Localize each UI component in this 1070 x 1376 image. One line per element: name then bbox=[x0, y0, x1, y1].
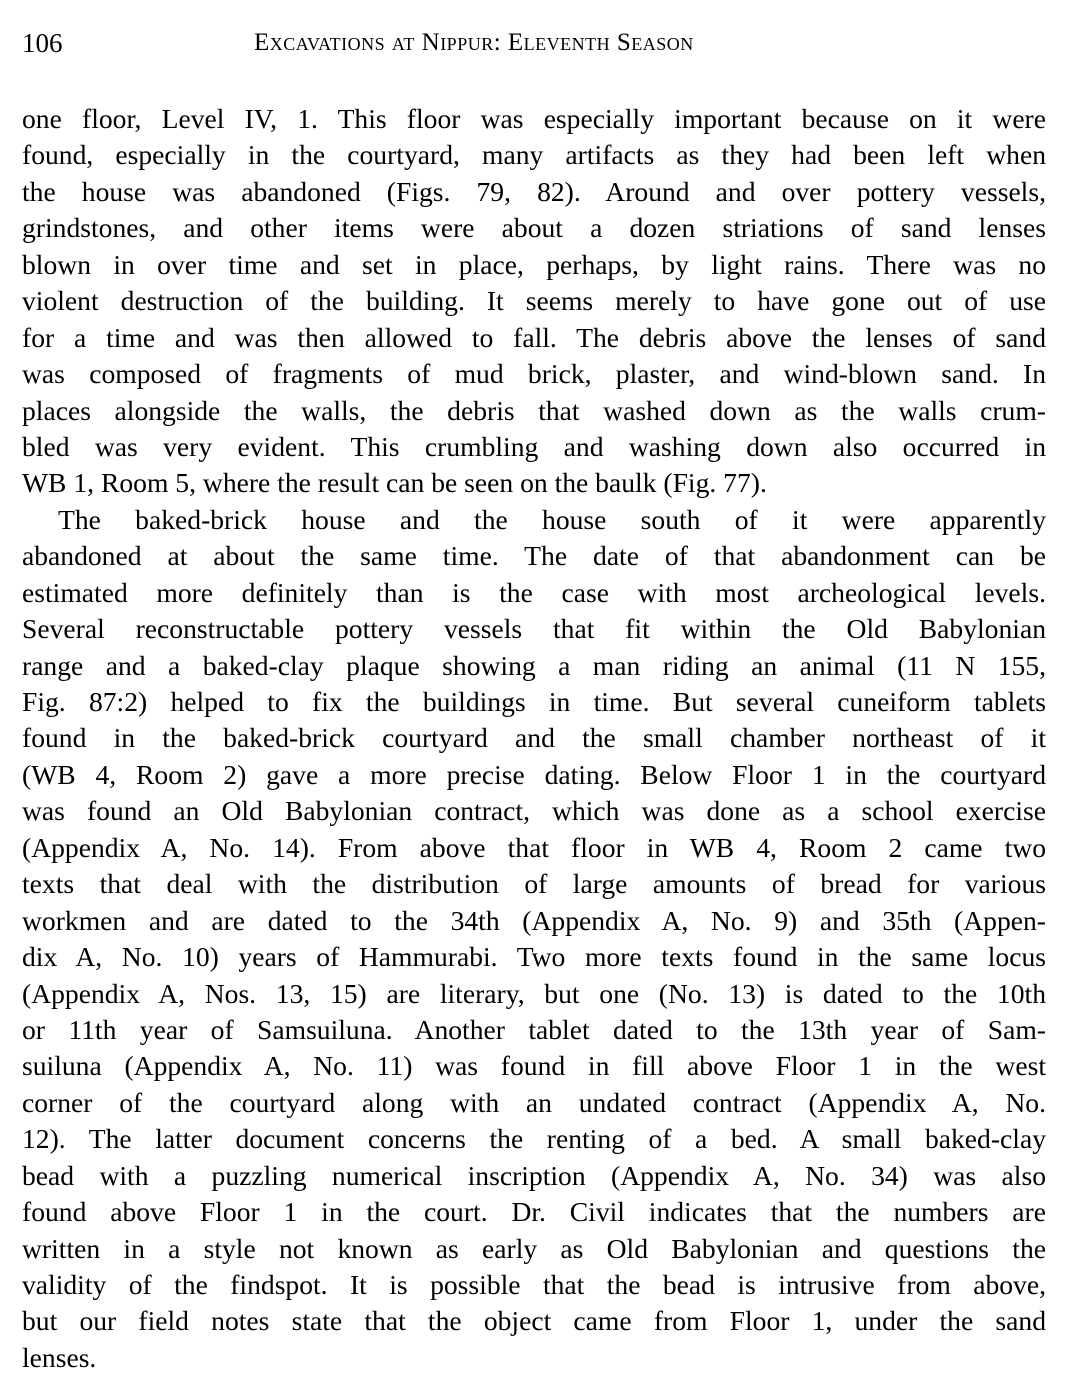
paragraph-1 bbox=[22, 101, 1046, 502]
body-text bbox=[22, 101, 1046, 1376]
text-line: suiluna (Appendix A, No. 11) was found in fill above Floor 1 in the west bbox=[22, 1050, 1046, 1082]
text-line: Fig. 87:2) helped to fix the buildings in time. But several cuneiform tablets bbox=[22, 686, 1046, 717]
text-line: validity of the findspot. It is possible that the bead is intrusive from above, bbox=[22, 1269, 1046, 1300]
text-line: Several reconstructable pottery vessels that fit within the Old Babylonian bbox=[22, 613, 1046, 645]
text-line: workmen and are dated to the 34th (Appendix A, No. 9) and 35th (Appen- bbox=[22, 904, 1046, 936]
page-number: 106 bbox=[22, 28, 63, 58]
text-line: bead with a puzzling numerical inscription (Appendix A, No. 34) was also bbox=[22, 1159, 1046, 1191]
paragraph-2 bbox=[22, 502, 1046, 1376]
text-line: grindstones, and other items were about a dozen striations of sand lenses bbox=[22, 212, 1046, 244]
text-line: (WB 4, Room 2) gave a more precise dating. Below Floor 1 in the courtyard bbox=[22, 758, 1046, 790]
text-line: but our field notes state that the object came from Floor 1, under the sand bbox=[22, 1305, 1046, 1337]
text-line: violent destruction of the building. It seems merely to have gone out of use bbox=[22, 285, 1046, 317]
text-line: found in the baked-brick courtyard and the small chamber northeast of it bbox=[22, 722, 1046, 754]
text-line: The baked-brick house and the house south of it were apparently bbox=[58, 503, 1046, 535]
text-line: places alongside the walls, the debris that washed down as the walls crum- bbox=[22, 394, 1046, 426]
text-line: lenses. bbox=[22, 1341, 97, 1373]
text-line: was composed of fragments of mud brick, plaster, and wind-blown sand. In bbox=[22, 358, 1046, 390]
text-line: found, especially in the courtyard, many artifacts as they had been left when bbox=[22, 139, 1046, 171]
text-line: the house was abandoned (Figs. 79, 82). Around and over pottery vessels, bbox=[22, 175, 1046, 207]
text-line: range and a baked-clay plaque showing a man riding an animal (11 N 155, bbox=[22, 649, 1046, 681]
text-line: written in a style not known as early as Old Babylonian and questions the bbox=[22, 1232, 1046, 1264]
text-line: WB 1, Room 5, where the result can be seen on the baulk (Fig. 77). bbox=[22, 467, 767, 499]
running-title: Excavations at Nippur: Eleventh Season bbox=[254, 29, 694, 56]
text-line: or 11th year of Samsuiluna. Another tablet dated to the 13th year of Sam- bbox=[22, 1013, 1046, 1045]
text-line: bled was very evident. This crumbling and washing down also occurred in bbox=[22, 430, 1046, 462]
text-line: (Appendix A, Nos. 13, 15) are literary, but one (No. 13) is dated to the 10th bbox=[22, 977, 1046, 1009]
text-line: 12). The latter document concerns the renting of a bed. A small baked-clay bbox=[22, 1123, 1046, 1155]
text-line: (Appendix A, No. 14). From above that floor in WB 4, Room 2 came two bbox=[22, 831, 1046, 863]
text-line: blown in over time and set in place, perhaps, by light rains. There was no bbox=[22, 248, 1046, 280]
text-line: texts that deal with the distribution of large amounts of bread for various bbox=[22, 868, 1046, 900]
text-line: estimated more definitely than is the case with most archeological levels. bbox=[22, 576, 1046, 608]
text-line: found above Floor 1 in the court. Dr. Civil indicates that the numbers are bbox=[22, 1196, 1046, 1228]
text-line: corner of the courtyard along with an undated contract (Appendix A, No. bbox=[22, 1086, 1046, 1118]
text-line: abandoned at about the same time. The date of that abandonment can be bbox=[22, 540, 1046, 572]
running-header bbox=[22, 26, 1052, 60]
text-line: was found an Old Babylonian contract, which was done as a school exercise bbox=[22, 795, 1046, 827]
text-line: for a time and was then allowed to fall. The debris above the lenses of sand bbox=[22, 321, 1046, 353]
text-line: dix A, No. 10) years of Hammurabi. Two more texts found in the same locus bbox=[22, 941, 1046, 973]
text-line: one floor, Level IV, 1. This floor was especially important because on it were bbox=[22, 103, 1046, 134]
